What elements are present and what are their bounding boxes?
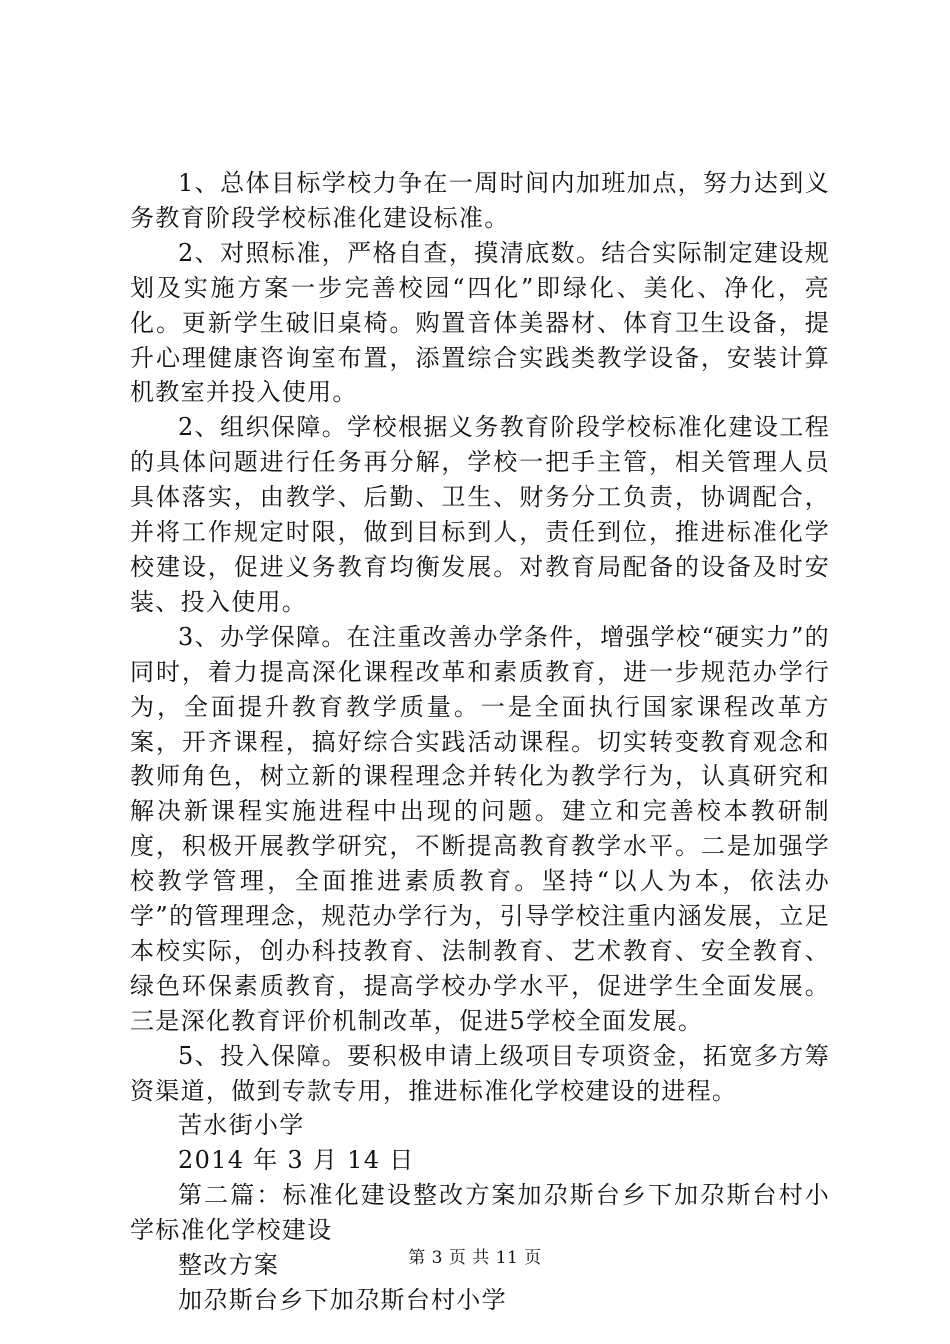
paragraph-organization: 2、组织保障。学校根据义务教育阶段学校标准化建设工程的具体问题进行任务再分解，学校一把手主管，相关管理人员具体落实，由教学、后勤、卫生、财务分工负责，协调配合，并将工作规定时限，做到目标到人，责任到位，推进标准化学校建设，促进义务教育均衡发展。对教育局配备的设备及时安装、投入使用。 [130,413,830,616]
second-article-title: 第二篇：标准化建设整改方案加尕斯台乡下加尕斯台村小学标准化学校建设 [130,1181,830,1245]
document-body [130,166,830,1318]
paragraph-school-running: 3、办学保障。在注重改善办学条件，增强学校“硬实力”的同时，着力提高深化课程改革和素质教育，进一步规范办学行为，全面提升教育教学质量。一是全面执行国家课程改革方案，开齐课程，搞好综合实践活动课程。切实转变教育观念和教师角色，树立新的课程理念并转化为教学行为，认真研究和解决新课程实施进程中出现的问题。建立和完善校本教研制度，积极开展教学研究，不断提高教育教学水平。二是加强学校教学管理，全面推进素质教育。坚持“以人为本，依法办学”的管理理念，规范办学行为，引导学校注重内涵发展，立足本校实际，创办科技教育、法制教育、艺术教育、安全教育、绿色环保素质教育，提高学校办学水平，促进学生全面发展。三是深化教育评价机制改革，促进5学校全面发展。 [130,622,830,1035]
paragraph-goal: 1、总体目标学校力争在一周时间内加班加点，努力达到义务教育阶段学校标准化建设标准。 [130,169,830,232]
signature-school: 苦水街小学 [178,1111,305,1140]
paragraph-investment: 5、投入保障。要积极申请上级项目专项资金，拓宽多方筹资渠道，做到专款专用，推进标准化学校建设的进程。 [130,1041,830,1105]
second-article-school: 加尕斯台乡下加尕斯台村小学 [178,1286,507,1314]
page-number-footer: 第 3 页 共 11 页 [408,1248,542,1268]
signature-date: 2014 年 3 月 14 日 [178,1146,415,1175]
second-article-subtitle: 整改方案 [178,1251,280,1280]
paragraph-standards: 2、对照标准，严格自查，摸清底数。结合实际制定建设规划及实施方案一步完善校园“四化”即绿化、美化、净化，亮化。更新学生破旧桌椅。购置音体美器材、体育卫生设备，提升心理健康咨询室布置，添置综合实践类教学设备，安装计算机教室并投入使用。 [130,238,830,407]
